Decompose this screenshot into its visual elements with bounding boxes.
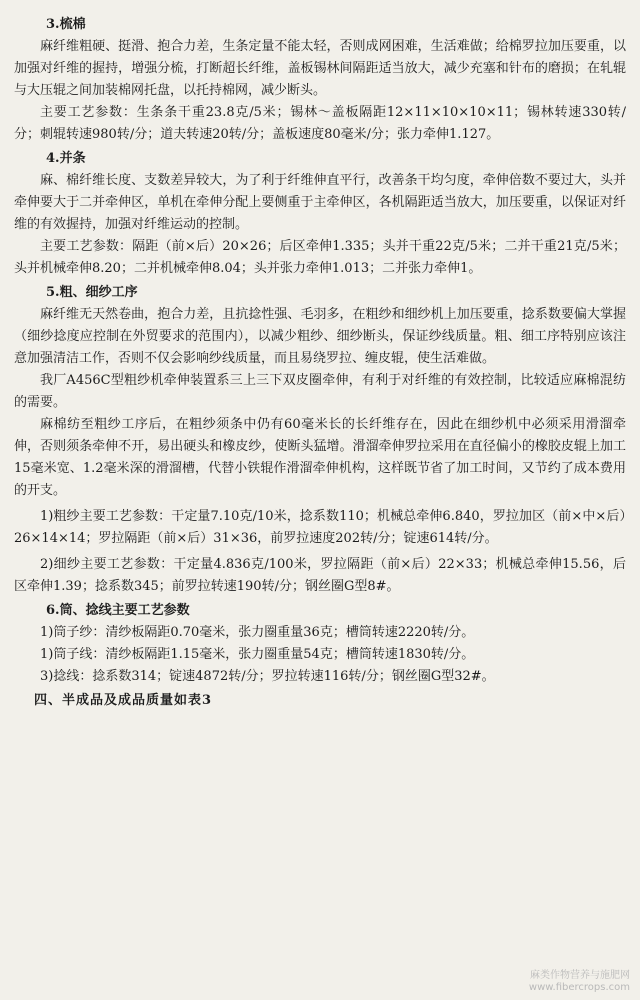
paragraph: 主要工艺参数：隔距（前×后）20×26；后区牵伸1.335；头并干重22克/5米；二并干重21克/5米；头并机械牵伸8.20；二并机械牵伸8.04；头并张力牵伸1.013；二并张力牵伸1。: [14, 239, 626, 276]
paragraph: 麻纤维无天然卷曲，抱合力差，且抗捻性强、毛羽多，在粗纱和细纱机上加压要重，捻系数要偏大掌握（细纱捻度应控制在外贸要求的范围内），以减少粗纱、细纱断头，保证纱线质量。粗、细工序特别应该注意加强清洁工作，否则不仅会影响纱线质量，而且易绕罗拉、缠皮辊，使生活难做。: [14, 307, 626, 366]
paragraph: 1)筒子线：清纱板隔距1.15毫米，张力圈重量54克；槽筒转速1830转/分。: [40, 647, 475, 662]
section-heading-roving-spinning: 5.粗、细纱工序: [46, 285, 138, 300]
site-watermark: [529, 970, 630, 994]
section-heading-carding: 3.梳棉: [46, 17, 86, 32]
section-heading-winding-twisting: 6.筒、捻线主要工艺参数: [46, 603, 190, 618]
paragraph: 3)捻线：捻系数314；锭速4872转/分；罗拉转速116转/分；钢丝圈G型32#。: [40, 669, 495, 684]
paragraph: 1)筒子纱：清纱板隔距0.70毫米，张力圈重量36克；槽筒转速2220转/分。: [40, 625, 475, 640]
watermark-url: www.fibercrops.com: [528, 982, 630, 993]
paragraph: 我厂A456C型粗纱机牵伸装置系三上三下双皮圈牵伸，有利于对纤维的有效控制，比较适应麻棉混纺的需要。: [14, 373, 626, 410]
watermark-title: 麻类作物营养与施肥网: [530, 970, 630, 981]
paragraph: 麻纤维粗硬、挺滑、抱合力差，生条定量不能太轻，否则成网困难，生活难做；给棉罗拉加压要重，以加强对纤维的握持，增强分梳，打断超长纤维，盖板锡林间隔距适当放大，减少充塞和针布的磨损；在轧辊与大压辊之间加装棉网托盘，以托持棉网，减少断头。: [14, 39, 626, 98]
paragraph: 主要工艺参数：生条条干重23.8克/5米；锡林～盖板隔距12×11×10×10×11；锡林转速330转/分；刺辊转速980转/分；道夫转速20转/分；盖板速度80毫米/分；张力牵伸1.127。: [14, 105, 626, 142]
paragraph: 麻棉纺至粗纱工序后，在粗纱须条中仍有60毫米长的长纤维存在，因此在细纱机中必须采用滑溜牵伸，否则须条牵伸不开，易出硬头和橡皮纱，使断头猛增。滑溜牵伸罗拉采用在直径偏小的橡胶皮辊上加工15毫米宽、1.2毫米深的滑溜槽，代替小铁辊作滑溜牵伸机构，这样既节省了加工时间，又节约了成本费用的开支。: [14, 417, 626, 498]
section-heading-drawing: 4.并条: [46, 151, 86, 166]
paragraph: 2)细纱主要工艺参数：干定量4.836克/100米，罗拉隔距（前×后）22×33；机械总牵伸15.56，后区牵伸1.39；捻系数345；前罗拉转速190转/分；钢丝圈G型8#。: [14, 557, 626, 594]
paragraph: 1)粗纱主要工艺参数：干定量7.10克/10米，捻系数110；机械总牵伸6.840，罗拉加区（前×中×后）26×14×14；罗拉隔距（前×后）31×36，前罗拉速度202转/分；锭速614转/分。: [14, 509, 626, 546]
document-body: [14, 14, 626, 712]
paragraph: 麻、棉纤维长度、支数差异较大，为了利于纤维伸直平行，改善条干均匀度，牵伸倍数不要过大，头并牵伸要大于二并牵伸区，单机在牵伸分配上要侧重于主牵伸区，各机隔距适当放大，加压要重，以保证对纤维的有效握持，加强对纤维运动的控制。: [14, 173, 626, 232]
main-section-heading: 四、半成品及成品质量如表3: [34, 693, 213, 708]
